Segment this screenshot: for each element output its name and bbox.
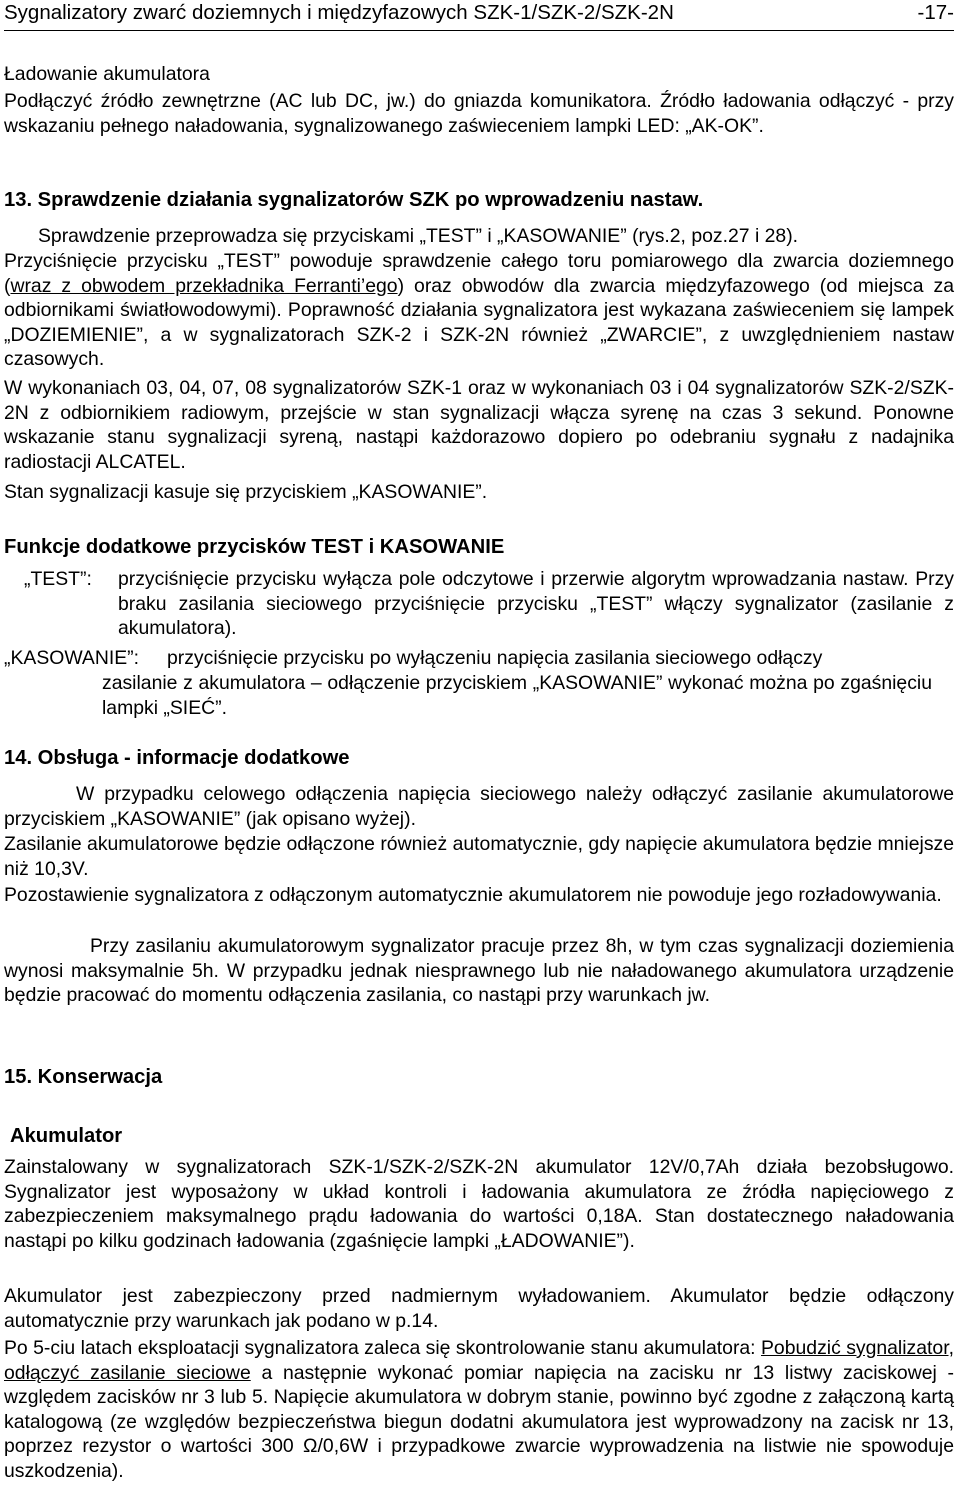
section-15-p2: Akumulator jest zabezpieczony przed nadmiernym wyładowaniem. Akumulator będzie odłączony automatycznie przy warunkach jak podano w p.14.	[4, 1285, 954, 1332]
section-14-p1: W przypadku celowego odłączenia napięcia sieciowego należy odłączyć zasilanie akumulatorowe przyciskiem „KASOWANIE” (jak opisano wyżej).	[4, 783, 954, 830]
section-13-p1: Sprawdzenie przeprowadza się przyciskami „TEST” i „KASOWANIE” (rys.2, poz.27 i 28).	[38, 225, 799, 247]
section-14-heading: 14. Obsługa - informacje dodatkowe	[4, 747, 350, 769]
kasowanie-description-first-line: przyciśnięcie przycisku po wyłączeniu napięcia zasilania sieciowego odłączy	[167, 647, 823, 669]
section-15-p3-start: Po 5-ciu latach eksploatacji sygnalizatora zaleca się skontrolowanie stanu akumulatora:	[4, 1337, 761, 1359]
section-13-p2-end: ) oraz obwodów dla zwarcia międzyfazowego (od miejsca za odbiornikami światłowodowymi). Poprawność działania sygnalizatora jest wykazana zaświeceniem się lampek „DOZIEMIENIE”, a w sygnalizatorach SZK-2 i SZK-2N również „ZWARCIE”, z uwzględnieniem nastaw czasowych.	[4, 274, 955, 370]
charging-heading: Ładowanie akumulatora	[4, 63, 210, 85]
section-14-p3: Pozostawienie sygnalizatora z odłączonym automatycznie akumulatorem nie powoduje jego rozładowywania.	[4, 884, 942, 906]
page-number: -17-	[917, 1, 954, 24]
battery-subheading: Akumulator	[10, 1125, 123, 1147]
section-13-p2-underlined: wraz z obwodem przekładnika Ferranti’ego	[10, 274, 398, 297]
kasowanie-description: zasilanie z akumulatora – odłączenie przyciskiem „KASOWANIE” wykonać można po zgaśnięciu lampki „SIEĆ”.	[102, 672, 932, 719]
page-header	[4, 0, 954, 31]
section-13-p2-start: Przyciśnięcie przycisku „TEST” powoduje sprawdzenie całego toru pomiarowego dla zwarcia doziemnego (	[4, 250, 954, 297]
functions-heading: Funkcje dodatkowe przycisków TEST i KASOWANIE	[4, 536, 505, 558]
section-15-p1: Zainstalowany w sygnalizatorach SZK-1/SZK-2/SZK-2N akumulator 12V/0,7Ah działa bezobsługowo. Sygnalizator jest wyposażony w układ kontroli i ładowania akumulatora ze źródła napięciowego z zabezpieczeniem maksymalnego prądu ładowania do wartości 0,18A. Stan dostatecznego naładowania nastąpi po kilku godzinach ładowania (zgaśnięcie lampki „ŁADOWANIE”).	[4, 1156, 954, 1252]
section-15-p3	[4, 1336, 954, 1483]
test-term: „TEST”:	[24, 568, 92, 590]
section-13-p4: Stan sygnalizacji kasuje się przyciskiem „KASOWANIE”.	[4, 481, 488, 503]
section-15-heading: 15. Konserwacja	[4, 1066, 163, 1088]
section-15-p3-end: a następnie wykonać pomiar napięcia na zacisku nr 13 listwy zaciskowej - względem zacisków nr 3 lub 5. Napięcie akumulatora w dobrym stanie, powinno być zgodne z załączoną kartą katalogową (ze względów bezpieczeństwa biegun dodatni akumulatora jest wyprowadzony na zacisk nr 13, poprzez rezystor o wartości 300 Ω/0,6W i przypadkowe zwarcie wyprowadzenia na listwie nie spowoduje uszkodzenia).	[4, 1361, 955, 1482]
charging-text: Podłączyć źródło zewnętrzne (AC lub DC, jw.) do gniazda komunikatora. Źródło ładowania odłączyć - przy wskazaniu pełnego naładowania, sygnalizowanego zaświeceniem lampki LED: „AK-OK”.	[4, 90, 954, 137]
section-14-p2: Zasilanie akumulatorowe będzie odłączone również automatycznie, gdy napięcie akumulatora będzie mniejsze niż 10,3V.	[4, 833, 954, 880]
section-13-p3: W wykonaniach 03, 04, 07, 08 sygnalizatorów SZK-1 oraz w wykonaniach 03 i 04 sygnalizatorów SZK-2/SZK-2N z odbiornikiem radiowym, przejście w stan sygnalizacji włącza syrenę na czas 3 sekund. Ponowne wskazanie stanu sygnalizacji syreną, nastąpi każdorazowo dopiero po odebraniu sygnału z nadajnika radiostacji ALCATEL.	[4, 377, 954, 473]
kasowanie-term: „KASOWANIE”:	[4, 647, 140, 669]
kasowanie-definition	[4, 646, 954, 722]
test-definition	[4, 567, 954, 643]
section-15-p3-underlined: Pobudzić sygnalizator, odłączyć zasilanie sieciowe	[4, 1337, 954, 1384]
test-description: przyciśnięcie przycisku wyłącza pole odczytowe i przerwie algorytm wprowadzania nastaw. Przy braku zasilania sieciowego przyciśnięcie przycisku „TEST” włączy sygnalizator (zasilanie z akumulatora).	[118, 568, 954, 639]
header-title: Sygnalizatory zwarć doziemnych i międzyfazowych SZK-1/SZK-2/SZK-2N	[4, 1, 674, 24]
section-14-p4: Przy zasilaniu akumulatorowym sygnalizator pracuje przez 8h, w tym czas sygnalizacji doziemienia wynosi maksymalnie 5h. W przypadku jednak niesprawnego lub nie naładowanego akumulatora urządzenie będzie pracować do momentu odłączenia zasilania, co nastąpi przy warunkach jw.	[4, 935, 954, 1006]
section-13-p2	[4, 249, 954, 372]
section-13-heading: 13. Sprawdzenie działania sygnalizatorów SZK po wprowadzeniu nastaw.	[4, 189, 704, 211]
